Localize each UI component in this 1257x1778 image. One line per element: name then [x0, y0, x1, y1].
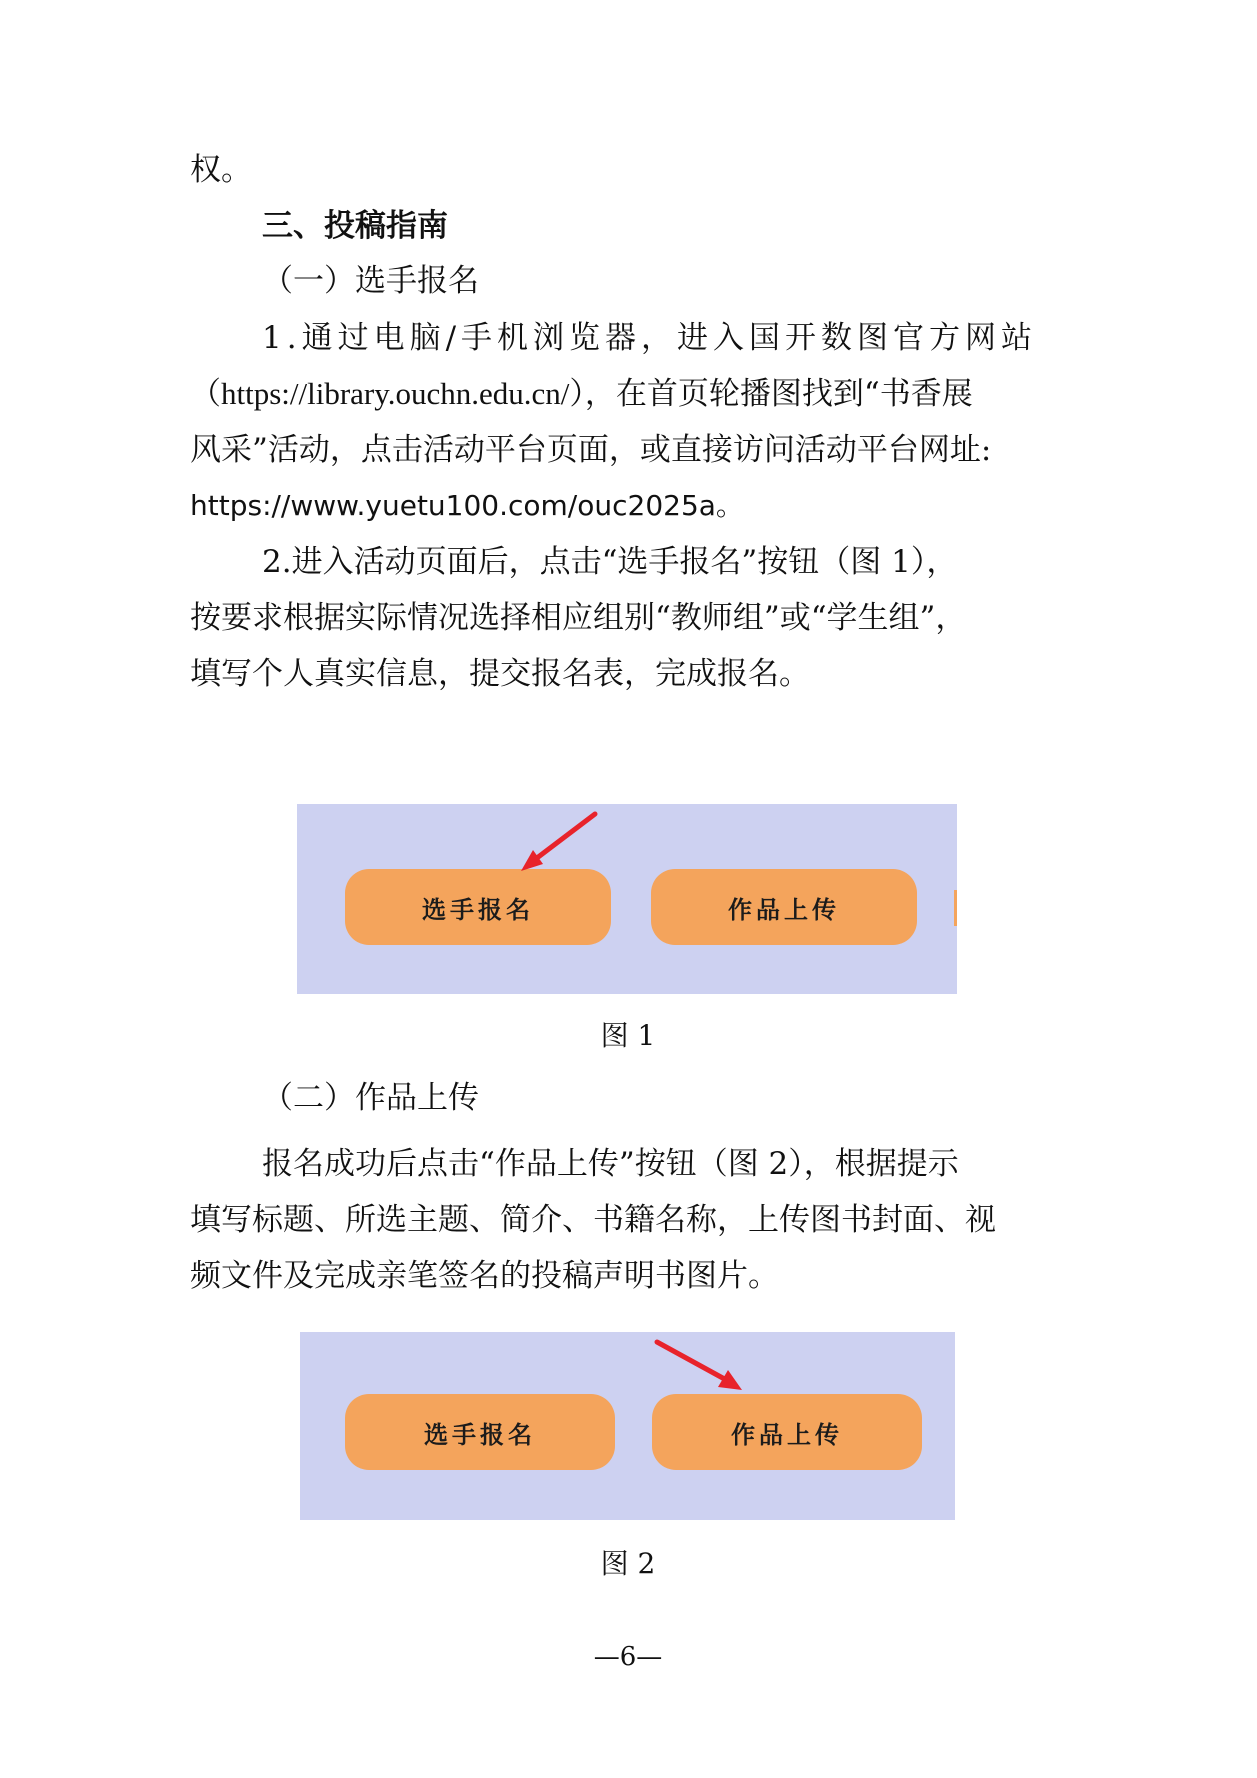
paragraph-line: 按要求根据实际情况选择相应组别“教师组”或“学生组”， — [190, 600, 967, 636]
paragraph-line: 1.通过电脑/手机浏览器，进入国开数图官方网站 — [262, 320, 1038, 356]
platform-url: https://www.yuetu100.com/ouc2025a。 — [190, 489, 744, 522]
paragraph-line: 填写个人真实信息，提交报名表，完成报名。 — [190, 656, 810, 692]
page-number: —6— — [593, 1642, 663, 1672]
register-button[interactable]: 选手报名 — [345, 869, 611, 945]
upload-button[interactable]: 作品上传 — [652, 1394, 922, 1470]
figure-2-screenshot — [300, 1332, 955, 1520]
text-line: 权。 — [190, 152, 252, 188]
subsection-heading: （一）选手报名 — [262, 263, 479, 299]
paragraph-line: 风采”活动，点击活动平台页面，或直接访问活动平台网址: — [190, 432, 992, 468]
library-url: （https://library.ouchn.edu.cn/） — [190, 376, 585, 411]
figure-1-caption: 图 1 — [600, 1019, 656, 1052]
upload-button[interactable]: 作品上传 — [651, 869, 917, 945]
red-arrow-icon — [297, 804, 957, 994]
paragraph-line: 填写标题、所选主题、简介、书籍名称，上传图书封面、视 — [190, 1202, 996, 1238]
figure-1-screenshot — [297, 804, 957, 994]
paragraph-line: 2.进入活动页面后，点击“选手报名”按钮（图 1）， — [262, 544, 958, 580]
red-arrow-icon — [300, 1332, 955, 1520]
paragraph-line: 频文件及完成亲笔签名的投稿声明书图片。 — [190, 1258, 779, 1294]
paragraph-line: 报名成功后点击“作品上传”按钮（图 2），根据提示 — [262, 1146, 959, 1182]
section-heading: 三、投稿指南 — [262, 208, 448, 244]
paragraph-text: ，在首页轮播图找到“书香展 — [584, 376, 973, 412]
subsection-heading: （二）作品上传 — [262, 1080, 479, 1116]
figure-2-caption: 图 2 — [600, 1547, 656, 1580]
paragraph-line — [190, 372, 1070, 416]
register-button[interactable]: 选手报名 — [345, 1394, 615, 1470]
